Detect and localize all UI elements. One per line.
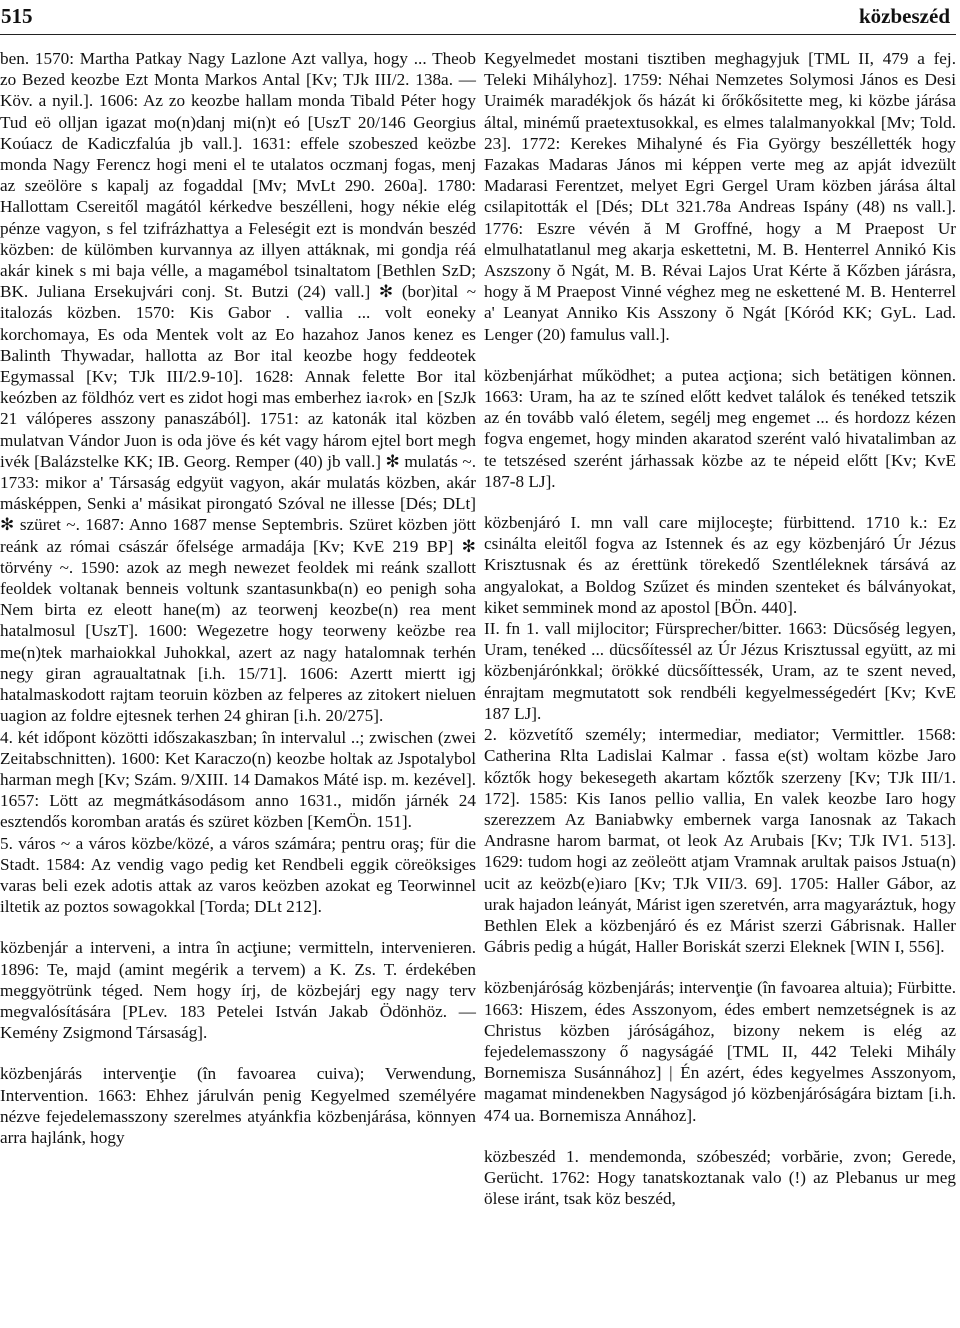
entry-kozbenjaro-sense-1: közbenjáró I. mn vall care mijloceşte; fürbittend. 1710 k.: Ez csinálta eleitől fogva az Istennek és az egy közbenjáró Úr Jézus Krisztusnak és az érettünk törekedő Szentléleknek társává az angyalokat, a Boldog Szűzet és minden szenteket és bálványokat, kiket semminek mond az apostol [BÖn. 440]. <box>484 513 956 617</box>
entry-kozbenjaras-continuation: Kegyelmedet mostani tisztiben meghagyjuk [TML II, 479 a fej. Teleki Mihályhoz]. 1759: Néhai Nemzetes Solymosi János es Desi Uraimék maradékjok ős házát ki őrőkősitette meg, ki közbe járása által, minémű praetextusokkal, es elmes talalmanyokkal [Mv; Told. 23]. 1772: Kerekes Mihalyné és Fia György beszéllették hogy Fazakas Madaras János mi képpen verte meg az apját idvezült Madarasi Ferentzet, melyet Egri Gergel Uram közben járása által csilapitották el [Dés; DLt 321.78a Andreas Ispány (48) ns vall.]. 1776: Eszre vévén ă M Groffné, hogy a M Praepost Ur elmulhatatlanul meg akarja eskettetni, M. B. Henterrel Annikó Kis Aszszony ŏ Ngát, M. B. Révai Lajos Urat Kérte ă Kőzben járásra, hogy ă M Praepost Vinné véghez meg ne eskettené M. B. Henterrel a' Leanyat Anniko Kis Asszony ŏ Ngát [Kóród KK; GyL. Lad. Lenger (20) famulus vall.]. <box>484 49 956 344</box>
running-headword: közbeszéd <box>859 4 950 28</box>
right-column <box>484 48 956 1209</box>
entry-kozbenjarhat: közbenjárhat működhet; a putea acţiona; sich betätigen können. 1663: Uram, ha az te színed előtt kedvet találok és tenéked tetszik az én tovább való életem, segélj meg engemet ... és hordozz kézen fogva engemet, hogy minden akaratod szerént való hivatalimban az te tetszésed szerént járhassak közbe az te népeid előtt [Kv; KvE 187-8 LJ]. <box>484 365 956 491</box>
entry-kozbenjaro-sense-3: 2. közvetítő személy; intermediar, mediator; Vermittler. 1568: Catherina Rlta Ladislai Kalmar . fassa e(st) woltam közbe Jaro kőztők hogy bekesegeth akartam kőztők szerzeny [Kv; TJk III/1. 172]. 1585: Kis Ianos pellio vallia, En valek keozbe Iaro hogy szerezzem Az Baniabwky embernek varga Ianosnak az Takach Andrasne harom barmat, ot leok Az Arubais [Kv; TJk IV1. 513]. 1629: tudom hogi az zeöleött atjam Vramnak arultak paisos Jstua(n) ucit az keözb(e)iaro [Kv; TJk VII/3. 69]. 1705: Haller Gábor, az urak hajadon leányát, Márist igen szeretvén, arra magyaráztuk, hogy Bethlen Elek a közbenjáró és ez Márist szerzi Gábrisnak. Haller Gábris pedig a húgát, Haller Boriskát szerzi Eleknek [WIN I, 556]. <box>484 725 956 957</box>
page-number: 515 <box>1 4 33 28</box>
sense-5-paragraph: 5. város ~ a város közbe/közé, a város számára; pentru oraş; für die Stadt. 1584: Az vendig vago pedig ket Rendbeli eggik cöreöksiges varas beli ezek adotis attak az varos keözben azokat eg Teorwinnel iltetik az poztos sowagokkal [Torda; DLt 212]. <box>0 833 476 917</box>
entry-kozbenjaras: közbenjárás intervenţie (în favoarea cuiva); Verwendung, Intervention. 1663: Ehhez járulván penig Kegyelmed személyére nézve fejedelemasszony szerelmes atyánkfia közbenjárása, könnyen arra hajlánk, hogy <box>0 1064 476 1147</box>
entry-kozbenjaro-sense-2: II. fn 1. vall mijlocitor; Fürsprecher/bitter. 1663: Dücsőség legyen, Uram, tenéked ... dücsőítessél az Úr Jézus Krisztussal együtt, az mi közbenjárónkkal; örökké dücsőíttessék, Uram, az te szent neved, énrajtam megmutatott sok rendbéli kegyelmességedért [Kv; KvE 187 LJ]. <box>484 619 956 723</box>
entry-kozbenjarosag: közbenjáróság közbenjárás; intervenţie (în favoarea altuia); Fürbitte. 1663: Hiszem, édes Asszonyom, édes embert nemzetségnek is az Christus közben járóságához, bizony nekem is elég az fejedelemasszony ő nagyságáé [TML II, 442 Teleki Mihály Bornemisza Susánnához] | Én azért, édes kegyelmes Asszonyom, magamat mindenekben Nagyságod jó közbenjáróságára biztam [i.h. 474 ua. Bornemisza Annához]. <box>484 978 956 1125</box>
header-rule <box>0 34 956 35</box>
entry-kozbenjar: közbenjár a interveni, a intra în acţiune; vermitteln, intervenieren. 1896: Te, majd (amint megérik a tervem) a K. Zs. T. érdekében meggyötrünk téged. Nem hogy írj, de közbejárj egy nagy terv megvalósítására [PLev. 183 Petelei István Jakab Ödönhöz. — Kemény Zsigmond Társaság]. <box>0 938 476 1043</box>
left-column <box>0 48 476 1148</box>
page-header <box>0 4 956 34</box>
entry-continuation-paragraph: ben. 1570: Martha Patkay Nagy Lazlone Azt vallya, hogy ... Theob zo Bezed keozbe Ezt Monta Markos Antal [Kv; TJk III/2. 138a. — Köv. a nyil.]. 1606: Az zo keozbe hallam monda Tibald Péter hogy Tud eö olljan igazat mo(n)danj mi(n)t eó [UszT 20/146 Georgius Koúacz de Kadiczfalúa jb vall.]. 1631: effele szobeszed keözbe monda Nagy Ferencz hogi meni el te utalatos oczmanj fogas, menj az szeölöre s kapalj az fogaddal [Mv; MvLt 290. 260a]. 1780: Hallottam Csereitől magától kérkedve beszélleni, hogy nékie elég pénze vagyon, s fel tzifrázhattya a Feleségit ezt is mondván beszéd közben: de külömben kurvannya az illyen attáknak, mi gondja réá akár kinek s mi baja vélle, a magamébol tsinaltatom [Bethlen SzD; BK. Juliana Ersekujvári conj. St. Butzi (24) vall.] ✻ (bor)ital ~ italozás közben. 1570: Kis Gabor . vallia ... volt eoneky korchomaya, Es oda Mentek volt az Eo hazahoz Janos kenez es Balinth Thywadar, hallotta az Bor ital keozbe hogy feddeotek Egymassal [Kv; TJk III/2.9-10]. 1628: Annak felette Bor ital keózben az földhóz vert es zidot hogi mas emberhez ia‹rok› en [SzJk 21 válóperes asszony panaszából]. 1751: az katonák ital közben mulatvan Vándor Juon is oda jöve és két vagy három ejtel bort megh ivék [Balázstelke KK; IB. Georg. Remper (40) jb vall.] ✻ mulatás ~. 1733: mikor a' Társaság edgyüt vagyon, akár mulatás közben, akár másképpen, Senki a' másikat pirongató Szóval ne illesse [Dés; DLt] ✻ szüret ~. 1687: Anno 1687 mense Septembris. Szüret közben jött reánk az római császár őfelsége armadája [Kv; KvE 219 BP] ✻ törvény ~. 1590: azok az megh newezet feoldek mi reánk szallott feoldek voltanak benneis voltunk szantasunkba(n) eo penigh soha Nem birta ez eleott hane(m) az teorwenj keozbe(n) rea ment hatalmosul [UszT]. 1600: Wegezetre hogy teorweny keözbe rea me(n)tek marhaiokkal Juhokkal, azert az nagy hatalomnak terhén negy giran agraualtatnak [i.h. 15/71]. 1606: Azertt miertt igj hatalmaskodott rajtam teoruin közben az felperes az zitokert nieluen uagion az foldre ejtesnek terhen 24 ghiran [i.h. 20/275]. <box>0 49 476 726</box>
sense-4-paragraph: 4. két időpont közötti időszakaszban; în intervalul ..; zwischen (zwei Zeitabschnitten). 1600: Ket Karaczo(n) keozbe holtak az Jspotalybol harman megh [Kv; Szám. 9/XIII. 14 Damakos Máté isp. m. kezével]. 1657: Lött az megmátkásodásom anno 1631., midőn járnék 24 esztendős koromban aratás és szüret közben [KemÖn. 151]. <box>0 727 476 832</box>
entry-kozbeszed: közbeszéd 1. mendemonda, szóbeszéd; vorbărie, zvon; Gerede, Gerücht. 1762: Hogy tanatskoztanak valo (!) az Plebanus ur meg ölese iránt, tsak köz beszéd, <box>484 1146 956 1209</box>
